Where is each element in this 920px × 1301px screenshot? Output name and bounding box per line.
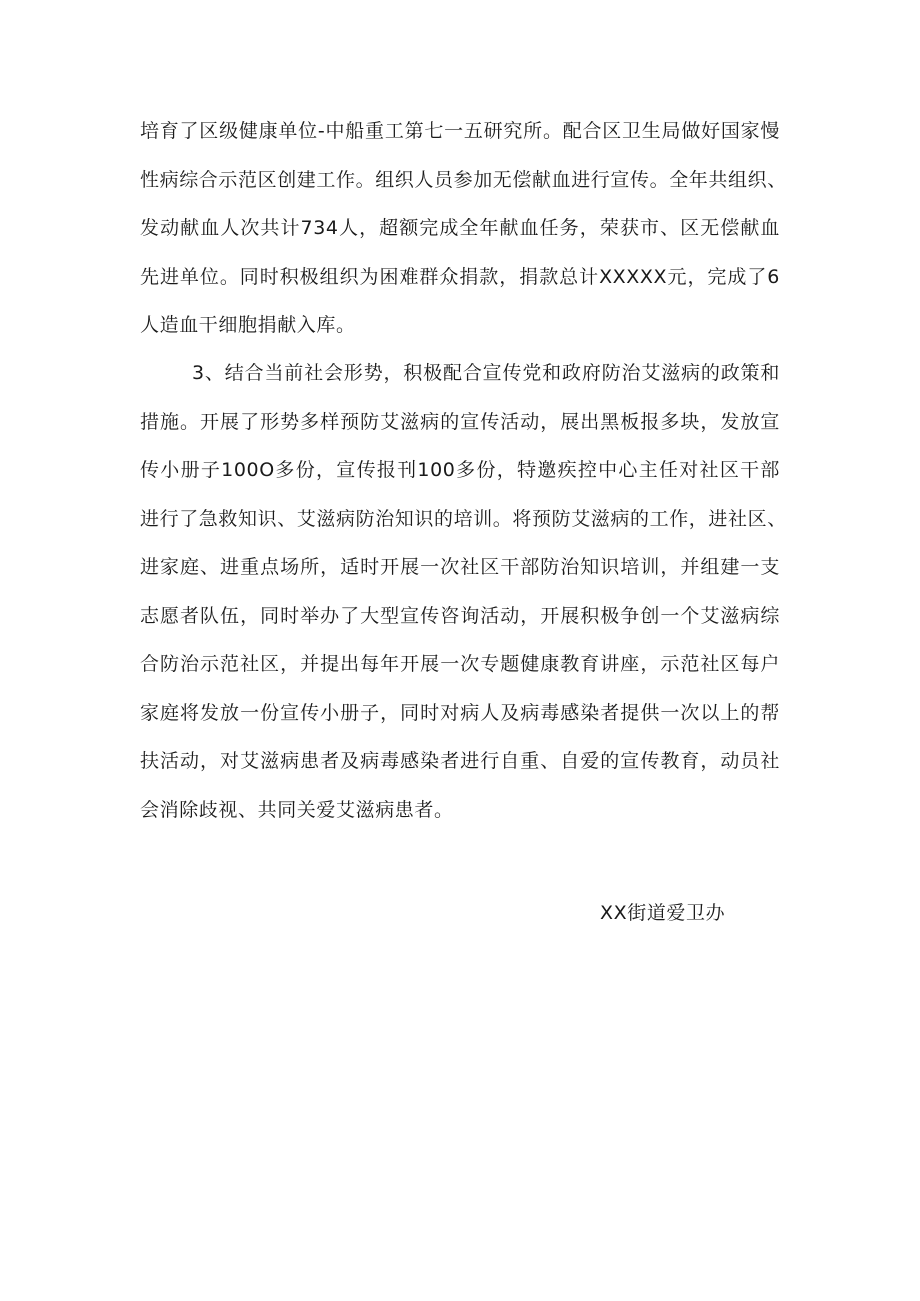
paragraph-2-line-6: 志愿者队伍，同时举办了大型宣传咨询活动，开展积极争创一个艾滋病综 — [140, 604, 780, 627]
paragraph-1-line-1: 培育了区级健康单位-中船重工第七一五研究所。配合区卫生局做好国家慢 — [140, 120, 780, 142]
paragraph-2-line-4: 进行了急救知识、艾滋病防治知识的培训。将预防艾滋病的工作，进社区、 — [140, 507, 787, 530]
paragraph-2-line-5: 进家庭、进重点场所，适时开展一次社区干部防治知识培训，并组建一支 — [140, 556, 780, 578]
paragraph-2-line-1: 3、结合当前社会形势，积极配合宣传党和政府防治艾滋病的政策和 — [192, 362, 780, 384]
paragraph-2-line-2: 措施。开展了形势多样预防艾滋病的宣传活动，展出黑板报多块，发放宣 — [140, 410, 780, 433]
paragraph-2-line-3: 传小册子100O多份，宣传报刊100多份，特邀疾控中心主任对社区干部 — [140, 459, 780, 481]
paragraph-2-line-10: 会消除歧视、共同关爱艾滋病患者。 — [140, 798, 454, 821]
paragraph-2-line-8: 家庭将发放一份宣传小册子，同时对病人及病毒感染者提供一次以上的帮 — [140, 701, 780, 724]
paragraph-1-line-3: 发动献血人次共计734人，超额完成全年献血任务，荣获市、区无偿献血 — [140, 217, 780, 239]
paragraph-2-line-7: 合防治示范社区，并提出每年开展一次专题健康教育讲座，示范社区每户 — [140, 653, 780, 675]
paragraph-2 — [140, 349, 787, 834]
paragraph-2-line-9: 扶活动，对艾滋病患者及病毒感染者进行自重、自爱的宣传教育，动员社 — [140, 750, 780, 772]
paragraph-1-line-4: 先进单位。同时积极组织为困难群众捐款，捐款总计XXXXX元，完成了6 — [140, 265, 780, 288]
paragraph-1-line-5: 人造血干细胞捐献入库。 — [140, 314, 356, 336]
signature: XX街道爱卫办 — [600, 902, 726, 924]
paragraph-1-line-2: 性病综合示范区创建工作。组织人员参加无偿献血进行宣传。全年共组织、 — [140, 168, 787, 191]
paragraph-1 — [140, 107, 787, 350]
